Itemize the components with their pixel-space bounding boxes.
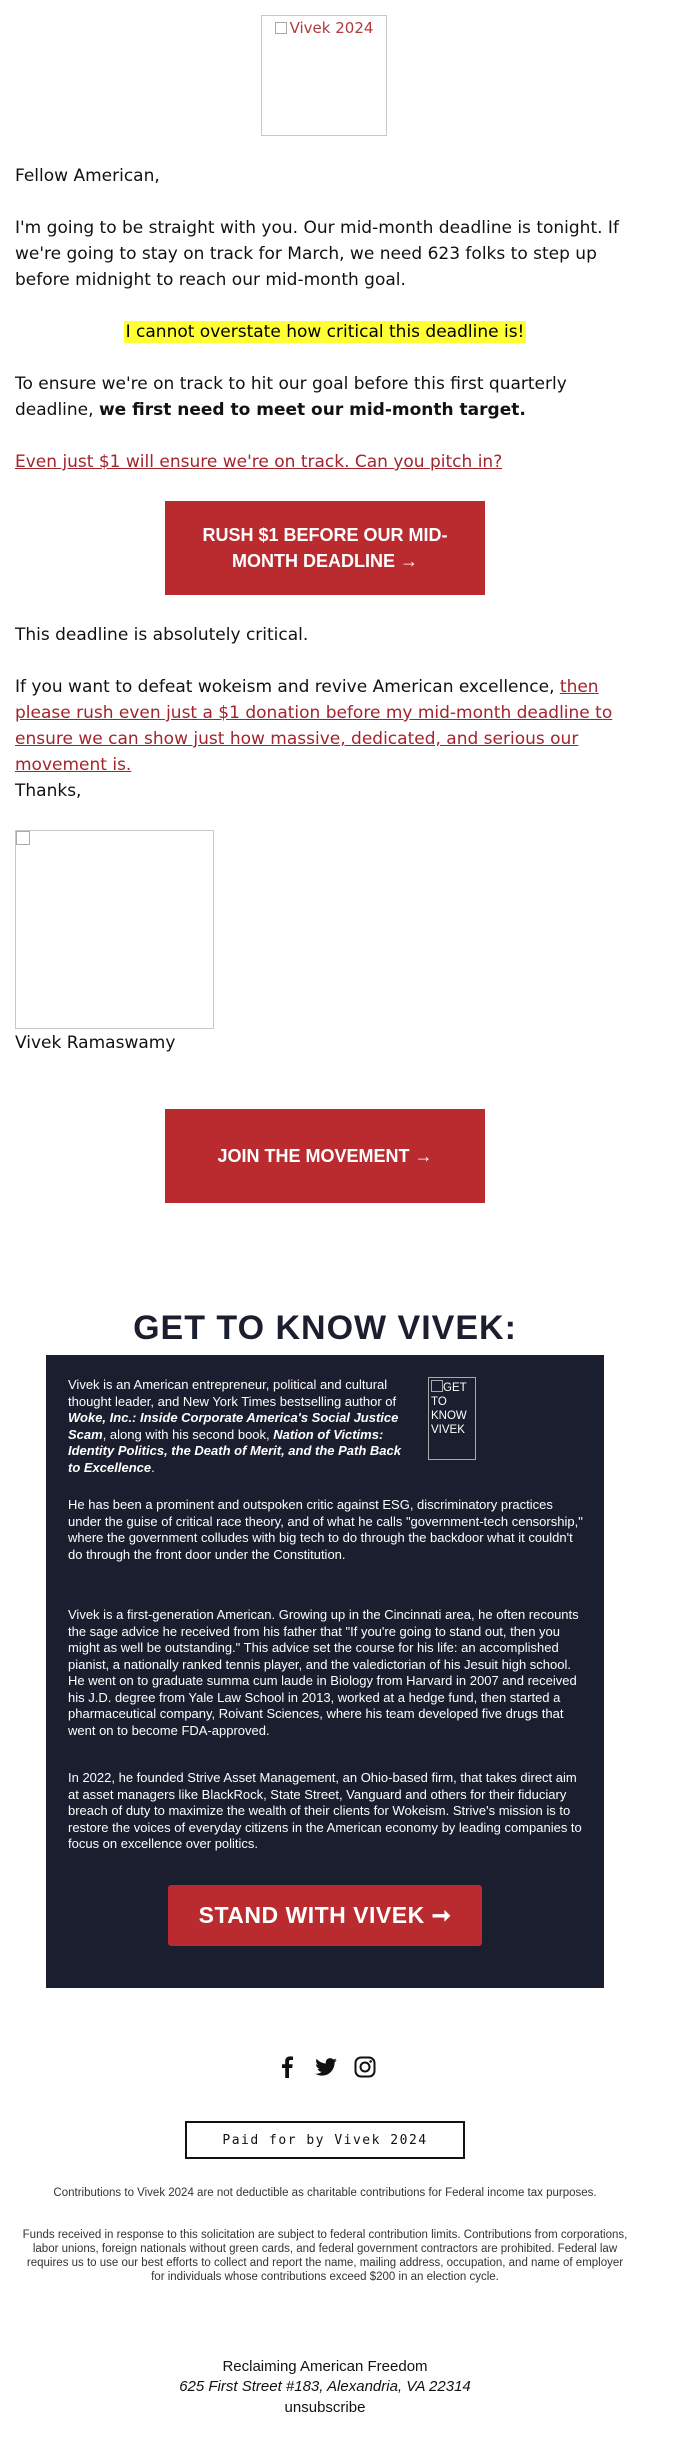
bio-panel [46, 1355, 604, 1988]
highlight-text: I cannot overstate how critical this deadline is! [125, 322, 525, 342]
stand-with-vivek-button[interactable]: STAND WITH VIVEK ➞ [168, 1885, 482, 1946]
paragraph-deadline: I'm going to be straight with you. Our mid-month deadline is tonight. If we're going to stay on track for March, we need 623 folks to step up before midnight to reach our mid-month goal. [15, 218, 619, 290]
paragraph-target [15, 371, 635, 423]
twitter-icon[interactable] [314, 2055, 338, 2079]
paragraph-target-bold: we first need to meet our mid-month target. [98, 400, 526, 420]
book-title-woke: Woke, Inc.: Inside Corporate America's Social Justice Scam [68, 1410, 399, 1442]
bio-paragraph-3: Vivek is a first-generation American. Growing up in the Cincinnati area, he often recounts the sage advice he received from his father that "If you're going to stand out, then you might as well be outstanding." This advice set the course for his life: an accomplished pianist, a nationally ranked tennis player, and the valedictorian of his Jesuit high school. He went on to graduate summa cum laude in Biology from Harvard in 2007 and received his J.D. degree from Yale Law School in 2013, worked at a hedge fund, then started a pharmaceutical company, Roivant Sciences, where his team developed five drugs that went on to become FDA-approved. [68, 1607, 579, 1738]
rush-donate-button[interactable]: RUSH $1 BEFORE OUR MID-MONTH DEADLINE → [165, 501, 485, 595]
org-name: Reclaiming American Freedom [222, 2358, 428, 2375]
bio-paragraph-2: He has been a prominent and outspoken critic against ESG, discriminatory practices under the guise of critical race theory, and of what he calls "government-tech censorship," where the government colludes with big tech to do through the backdoor what it couldn't do through the front door under the Constitution. [68, 1497, 583, 1562]
bio-text: , along with his second book, [102, 1426, 274, 1442]
paragraph-target-text: To ensure we're on track to hit our goal before this first quarterly deadline, [15, 374, 567, 420]
pitch-paragraph [15, 449, 635, 475]
facebook-icon[interactable] [275, 2055, 299, 2079]
paid-for-by-box: Paid for by Vivek 2024 [185, 2121, 465, 2159]
signature-name: Vivek Ramaswamy [15, 1033, 176, 1053]
logo-alt-text: Vivek 2024 [289, 19, 374, 37]
thanks: Thanks, [15, 781, 82, 801]
broken-image-icon [431, 1380, 443, 1392]
unsubscribe-link[interactable] [0, 2398, 650, 2418]
get-to-know-title: GET TO KNOW VIVEK: [133, 1309, 517, 1347]
paragraph-wokeism-text: If you want to defeat wokeism and revive American excellence, [15, 677, 560, 697]
broken-image-icon [16, 831, 30, 845]
greeting: Fellow American, [15, 166, 160, 186]
paragraph-critical: This deadline is absolutely critical. [15, 625, 309, 645]
campaign-logo [261, 15, 387, 136]
donate-link[interactable]: then please rush even just a $1 donation before my mid-month deadline to ensure we can show just how massive, dedicated, and serious our movement is. [15, 677, 613, 775]
tax-disclaimer: Contributions to Vivek 2024 are not deductible as charitable contributions for Federal income tax purposes. [53, 2187, 597, 2199]
book-title-nation: Nation of Victims: Identity Politics, the Death of Merit, and the Path Back to Excellence [68, 1426, 401, 1475]
bio-paragraph-4: In 2022, he founded Strive Asset Management, an Ohio-based firm, that takes direct aim at asset managers like BlackRock, State Street, Vanguard and others for their fiduciary breach of duty to maximize the wealth of their clients for Wokeism. Strive's mission is to restore the voices of everyday citizens in the American economy by leading companies to focus on excellence over politics. [68, 1770, 582, 1851]
pitch-in-link[interactable]: Even just $1 will ensure we're on track. Can you pitch in? [15, 452, 503, 472]
mailing-address: 625 First Street #183, Alexandria, VA 22314 [179, 2378, 471, 2395]
join-movement-button[interactable]: JOIN THE MOVEMENT → [165, 1109, 485, 1203]
paragraph-wokeism [15, 674, 635, 778]
highlight-line [15, 319, 635, 345]
thumb-alt-text: GET TO KNOW VIVEK [431, 1382, 467, 1436]
contribution-disclaimer: Funds received in response to this solicitation are subject to federal contribution limits. Contributions from corporations, labor unions, foreign nationals without green cards, and federal government contractors are prohibited. Federal law requires us to use our best efforts to collect and report the name, mailing address, occupation, and name of employer for individuals whose contributions exceed $200 in an election cycle. [22, 2229, 628, 2283]
get-to-know-image [428, 1377, 476, 1460]
broken-image-icon [275, 22, 287, 34]
bio-paragraph-1 [68, 1377, 408, 1476]
signature-photo [15, 830, 214, 1029]
unsubscribe-anchor[interactable]: unsubscribe [284, 2399, 366, 2416]
bio-text: Vivek is an American entrepreneur, political and cultural thought leader, and New York Times bestselling author of [68, 1377, 397, 1409]
bio-text: . [151, 1459, 155, 1475]
instagram-icon[interactable] [353, 2055, 377, 2079]
